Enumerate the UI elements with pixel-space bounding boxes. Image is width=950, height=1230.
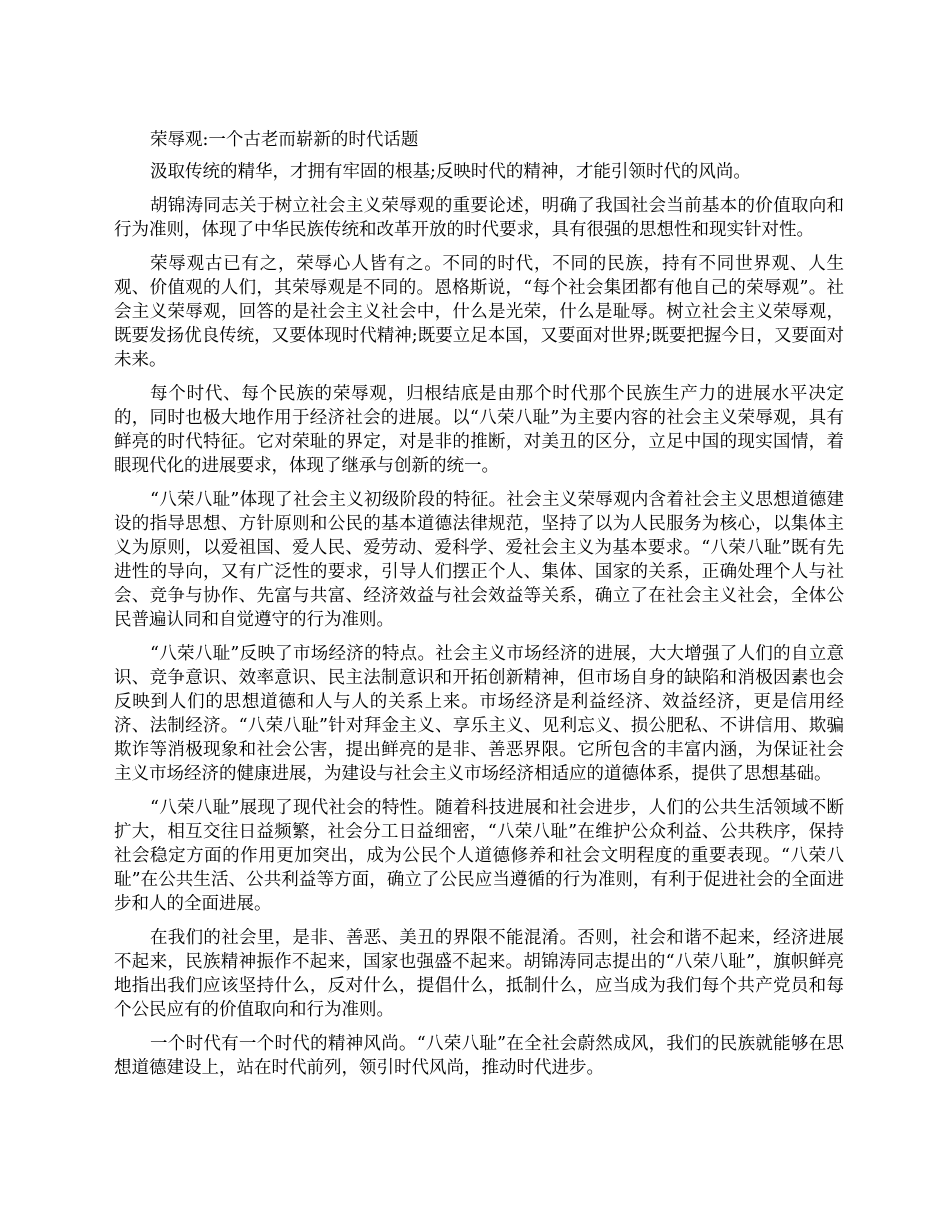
- paragraph-era-characteristics: 每个时代、每个民族的荣辱观，归根结底是由那个时代那个民族生产力的进展水平决定的，同时也极大地作用于经济社会的进展。以“八荣八耻”为主要内容的社会主义荣辱观，具有鲜亮的时代特征。它对荣耻的界定，对是非的推断，对美丑的区分，立足中国的现实国情，着眼现代化的进展要求，体现了继承与创新的统一。: [114, 384, 844, 476]
- document-title: 荣辱观:一个古老而崭新的时代话题: [150, 130, 419, 150]
- paragraph-market-economy: “八荣八耻”反映了市场经济的特点。社会主义市场经济的进展，大大增强了人们的自立意识、竞争意识、效率意识、民主法制意识和开拓创新精神，但市场自身的缺陷和消极因素也会反映到人们的思想道德和人与人的关系上来。市场经济是利益经济、效益经济，更是信用经济、法制经济。“八荣八耻”针对拜金主义、享乐主义、见利忘义、损公肥私、不讲信用、欺骗欺诈等消极现象和社会公害，提出鲜亮的是非、善恶界限。它所包含的丰富内涵，为保证社会主义市场经济的健康进展，为建设与社会主义市场经济相适应的道德体系，提供了思想基础。: [114, 644, 844, 784]
- paragraph-modern-society: “八荣八耻”展现了现代社会的特性。随着科技进展和社会进步，人们的公共生活领域不断扩大，相互交往日益频繁，社会分工日益细密，“八荣八耻”在维护公众利益、公共秩序，保持社会稳定方面的作用更加突出，成为公民个人道德修养和社会文明程度的重要表现。“八荣八耻”在公共生活、公共利益等方面，确立了公民应当遵循的行为准则，有利于促进社会的全面进步和人的全面进展。: [114, 798, 844, 914]
- paragraph-intro: 汲取传统的精华，才拥有牢固的根基;反映时代的精神，才能引领时代的风尚。: [150, 162, 751, 182]
- document-page: [114, 128, 844, 1090]
- paragraph-right-and-wrong: 在我们的社会里，是非、善恶、美丑的界限不能混淆。否则，社会和谐不起来，经济进展不起来，民族精神振作不起来，国家也强盛不起来。胡锦涛同志提出的“八荣八耻”，旗帜鲜亮地指出我们应该坚持什么，反对什么，提倡什么，抵制什么，应当成为我们每个共产党员和每个公民应有的价值取向和行为准则。: [114, 928, 844, 1020]
- paragraph-primary-stage: “八荣八耻”体现了社会主义初级阶段的特征。社会主义荣辱观内含着社会主义思想道德建设的指导思想、方针原则和公民的基本道德法律规范，坚持了以为人民服务为核心，以集体主义为原则，以爱祖国、爱人民、爱劳动、爱科学、爱社会主义为基本要求。“八荣八耻”既有先进性的导向，又有广泛性的要求，引导人们摆正个人、集体、国家的关系，正确处理个人与社会、竞争与协作、先富与共富、经济效益与社会效益等关系，确立了在社会主义社会，全体公民普遍认同和自觉遵守的行为准则。: [114, 490, 844, 630]
- paragraph-history-of-honor: 荣辱观古已有之，荣辱心人皆有之。不同的时代，不同的民族，持有不同世界观、人生观、价值观的人们，其荣辱观是不同的。恩格斯说，“每个社会集团都有他自己的荣辱观”。社会主义荣辱观，回答的是社会主义社会中，什么是光荣，什么是耻辱。树立社会主义荣辱观，既要发扬优良传统，又要体现时代精神;既要立足本国，又要面对世界;既要把握今日，又要面对未来。: [114, 254, 844, 370]
- paragraph-hu-jintao-remarks: 胡锦涛同志关于树立社会主义荣辱观的重要论述，明确了我国社会当前基本的价值取向和行为准则，体现了中华民族传统和改革开放的时代要求，具有很强的思想性和现实针对性。: [114, 196, 844, 240]
- paragraph-conclusion: 一个时代有一个时代的精神风尚。“八荣八耻”在全社会蔚然成风，我们的民族就能够在思想道德建设上，站在时代前列，领引时代风尚，推动时代进步。: [114, 1034, 844, 1078]
